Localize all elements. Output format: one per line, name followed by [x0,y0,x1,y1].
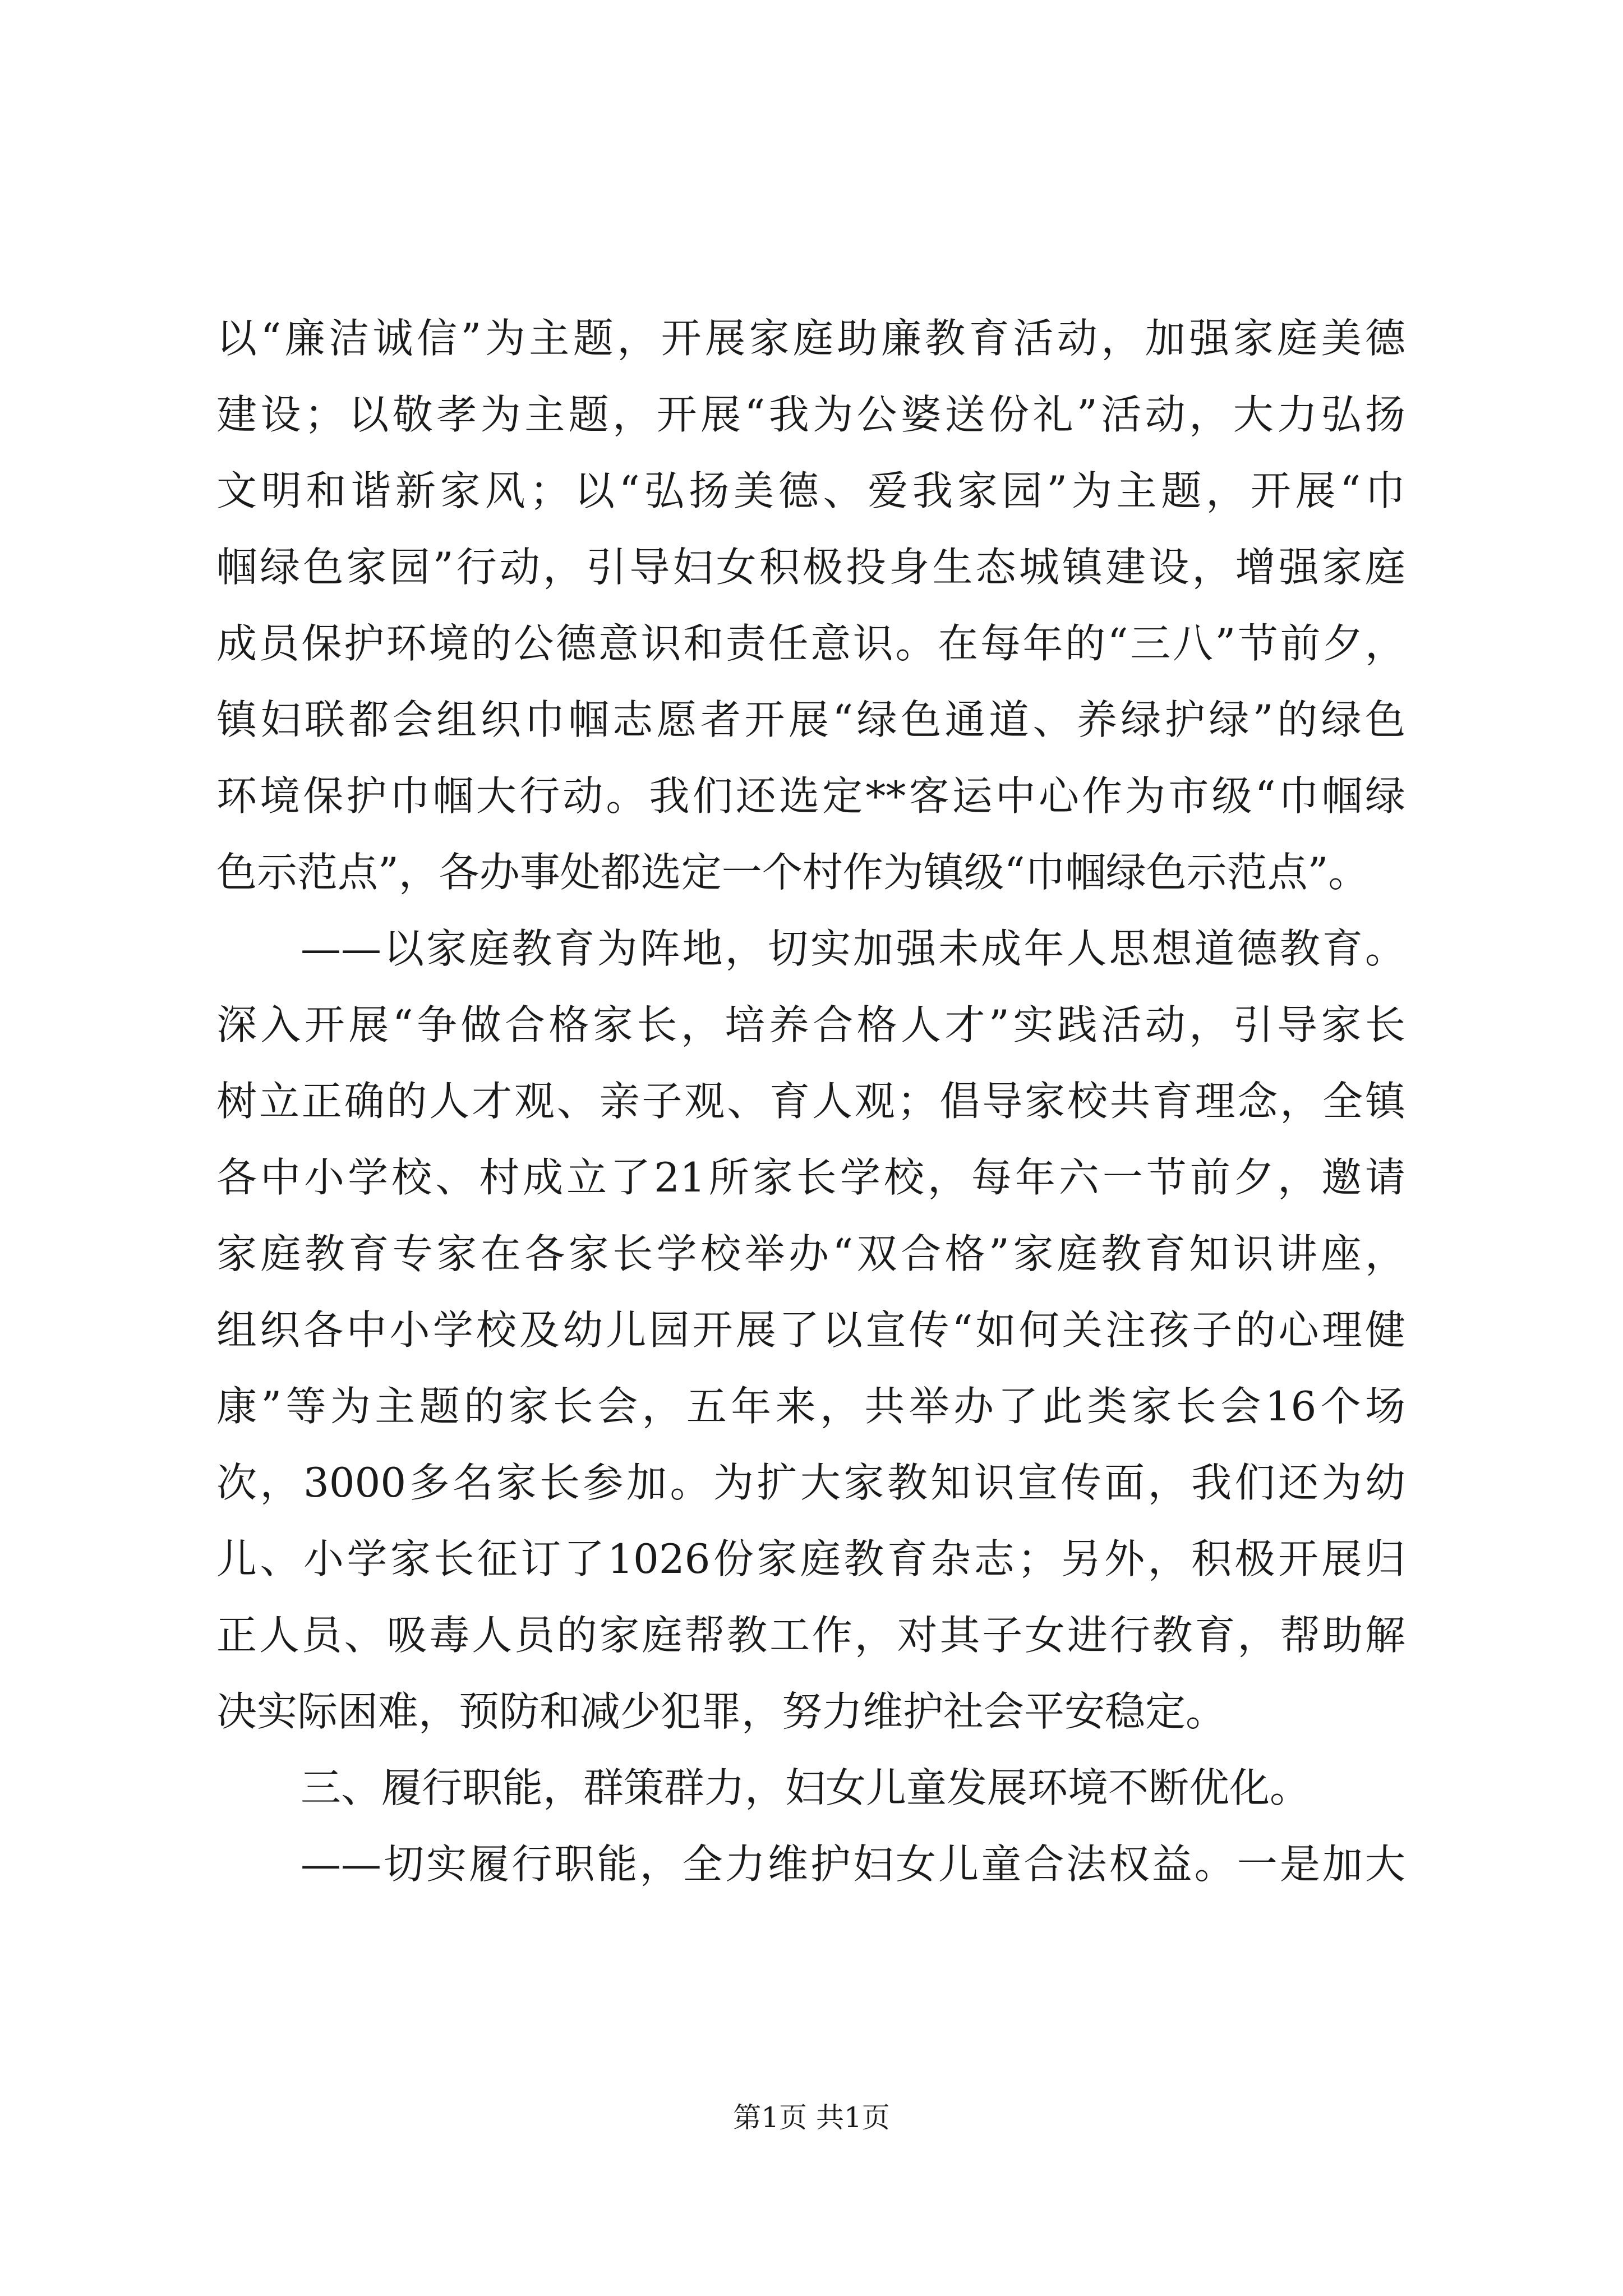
text-line: 以“廉洁诚信”为主题，开展家庭助廉教育活动，加强家庭美德 [216,315,1405,362]
document-body [216,300,1405,1902]
text-line: 家庭教育专家在各家长学校举办“双合格”家庭教育知识讲座， [216,1230,1405,1277]
paragraph-first-line: ——以家庭教育为阵地，切实加强未成年人思想道德教育。 [301,925,1405,972]
text-line: 次，3000多名家长参加。为扩大家教知识宣传面，我们还为幼 [216,1459,1405,1506]
text-line: 成员保护环境的公德意识和责任意识。在每年的“三八”节前夕， [216,620,1405,667]
paragraph-first-line: ——切实履行职能，全力维护妇女儿童合法权益。一是加大 [301,1841,1405,1888]
page-footer: 第1页 共1页 [733,2101,890,2134]
text-line: 建设；以敬孝为主题，开展“我为公婆送份礼”活动，大力弘扬 [216,391,1405,438]
section-heading: 三、履行职能，群策群力，妇女儿童发展环境不断优化。 [301,1764,1311,1811]
text-line: 组织各中小学校及幼儿园开展了以宣传“如何关注孩子的心理健 [216,1306,1405,1354]
text-line: 环境保护巾帼大行动。我们还选定**客运中心作为市级“巾帼绿 [216,772,1405,820]
text-line: 镇妇联都会组织巾帼志愿者开展“绿色通道、养绿护绿”的绿色 [216,696,1405,743]
text-line: 正人员、吸毒人员的家庭帮教工作，对其子女进行教育，帮助解 [216,1612,1405,1659]
text-line: 深入开展“争做合格家长，培养合格人才”实践活动，引导家长 [216,1001,1405,1048]
text-line: 树立正确的人才观、亲子观、育人观；倡导家校共育理念，全镇 [216,1078,1405,1125]
text-line: 文明和谐新家风；以“弘扬美德、爱我家园”为主题，开展“巾 [216,467,1405,514]
text-line: 决实际困难，预防和减少犯罪，努力维护社会平安稳定。 [216,1688,1227,1735]
text-line: 帼绿色家园”行动，引导妇女积极投身生态城镇建设，增强家庭 [216,544,1405,591]
text-line: 康”等为主题的家长会，五年来，共举办了此类家长会16个场 [216,1383,1405,1430]
text-line: 儿、小学家长征订了1026份家庭教育杂志；另外，积极开展归 [216,1535,1405,1582]
text-line: 色示范点”，各办事处都选定一个村作为镇级“巾帼绿色示范点”。 [216,849,1369,896]
text-line: 各中小学校、村成立了21所家长学校，每年六一节前夕，邀请 [216,1154,1405,1201]
